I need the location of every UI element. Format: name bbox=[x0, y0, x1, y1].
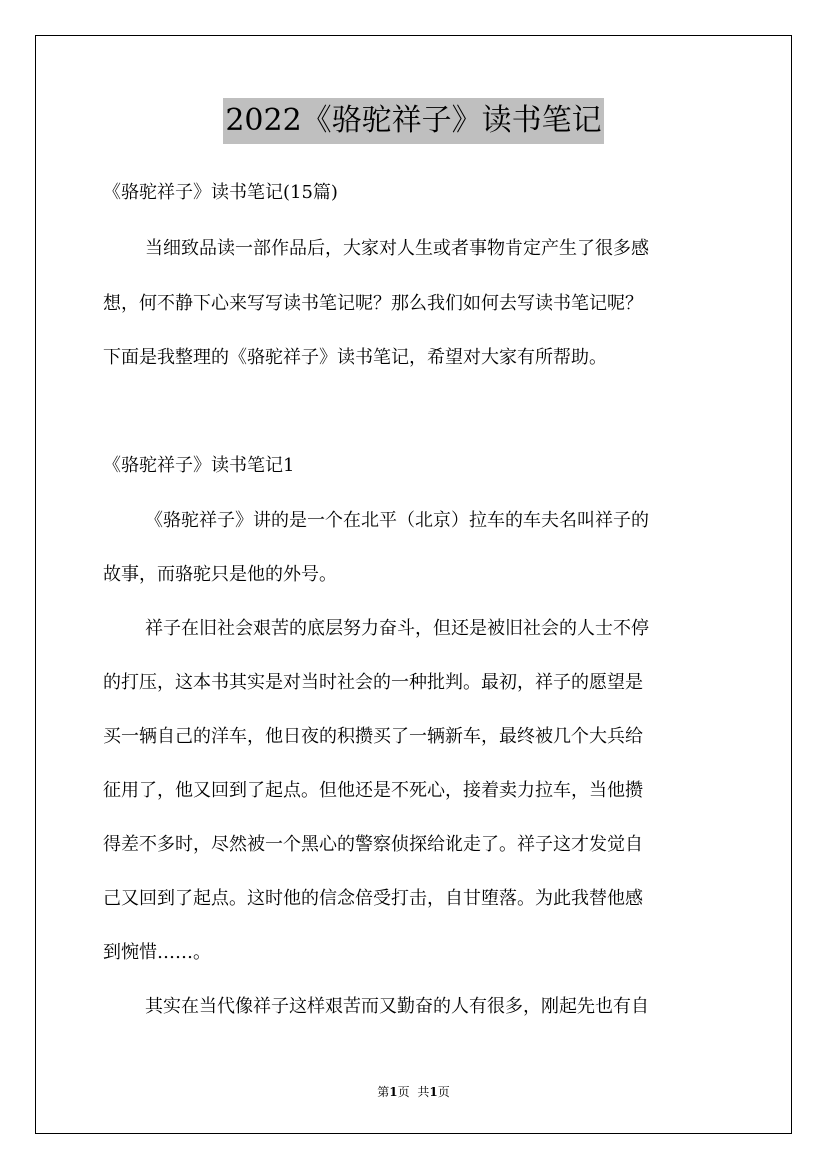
paragraph-line: 征用了，他又回到了起点。但他还是不死心，接着卖力拉车，当他攒 bbox=[103, 780, 643, 801]
footer-page-prefix: 第 bbox=[377, 1085, 390, 1099]
footer-total-prefix: 共 bbox=[417, 1085, 430, 1099]
paragraph-line: 故事，而骆驼只是他的外号。 bbox=[103, 564, 337, 585]
paragraph-line: 当细致品读一部作品后，大家对人生或者事物肯定产生了很多感 bbox=[145, 238, 649, 259]
section-heading: 《骆驼祥子》读书笔记1 bbox=[103, 455, 295, 476]
document-title: 2022《骆驼祥子》读书笔记 bbox=[223, 98, 603, 144]
paragraph-line: 得差不多时，尽然被一个黑心的警察侦探给讹走了。祥子这才发觉自 bbox=[103, 834, 643, 855]
title-container bbox=[0, 98, 827, 144]
footer-total-suffix: 页 bbox=[437, 1085, 450, 1099]
paragraph-line: 祥子在旧社会艰苦的底层努力奋斗，但还是被旧社会的人士不停 bbox=[145, 618, 649, 639]
paragraph-line: 的打压，这本书其实是对当时社会的一种批判。最初，祥子的愿望是 bbox=[103, 672, 643, 693]
footer-page-suffix: 页 bbox=[397, 1085, 410, 1099]
paragraph-line: 想，何不静下心来写写读书笔记呢？那么我们如何去写读书笔记呢？ bbox=[103, 293, 643, 314]
paragraph-line: 到惋惜……。 bbox=[103, 942, 211, 963]
footer-page-number: 1 bbox=[389, 1085, 398, 1099]
paragraph-line: 其实在当代像祥子这样艰苦而又勤奋的人有很多，刚起先也有自 bbox=[145, 996, 649, 1017]
paragraph-line: 买一辆自己的洋车，他日夜的积攒买了一辆新车，最终被几个大兵给 bbox=[103, 726, 643, 747]
subtitle-line: 《骆驼祥子》读书笔记(15篇) bbox=[103, 182, 338, 203]
paragraph-line: 下面是我整理的《骆驼祥子》读书笔记，希望对大家有所帮助。 bbox=[103, 347, 607, 368]
footer-total-number: 1 bbox=[429, 1085, 438, 1099]
paragraph-line: 《骆驼祥子》讲的是一个在北平（北京）拉车的车夫名叫祥子的 bbox=[145, 510, 649, 531]
paragraph-line: 己又回到了起点。这时他的信念倍受打击，自甘堕落。为此我替他感 bbox=[103, 888, 643, 909]
page-footer bbox=[0, 1084, 827, 1100]
